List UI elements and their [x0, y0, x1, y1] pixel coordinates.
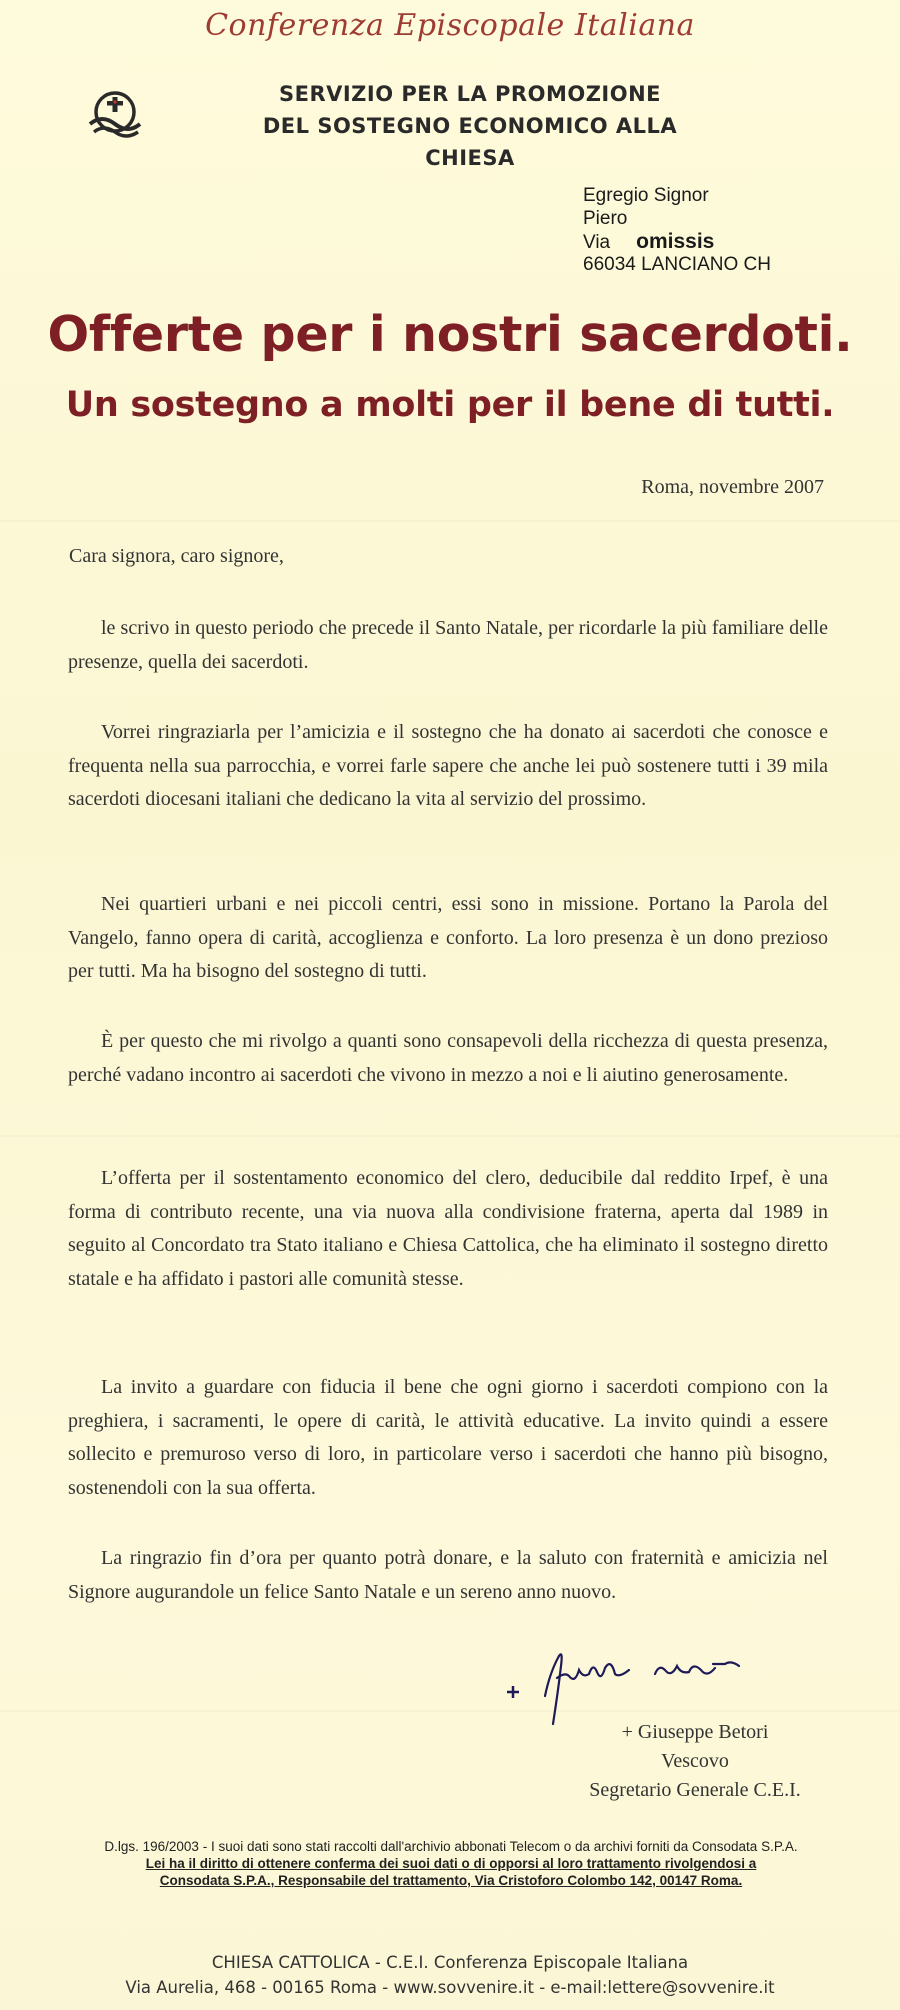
signer-role: Vescovo — [661, 1750, 729, 1772]
address-line-2: Piero — [583, 208, 628, 229]
paragraph-7: La ringrazio fin d’ora per quanto potrà donare, e la saluto con fraternità e amicizia nel Signore augurandole un felice Santo Natale e un sereno anno nuovo. — [68, 1547, 828, 1603]
paragraph-2: Vorrei ringraziarla per l’amicizia e il sostegno che ha donato ai sacerdoti che conosce e frequenta nella sua parrocchia, e vorrei farle sapere che anche lei può sostenere tutti i 39 mila sacerdoti diocesani italiani che dedicano la vita al servizio del prossimo. — [68, 721, 828, 810]
footer — [0, 1950, 900, 2000]
signer-name: + Giuseppe Betori — [621, 1721, 769, 1743]
paper-crease — [0, 1135, 900, 1137]
redacted-label: omissis — [636, 230, 715, 253]
paragraph-3: Nei quartieri urbani e nei piccoli centri, essi sono in missione. Portano la Parola del Vangelo, fanno opera di carità, accoglienza e conforto. La loro presenza è un dono prezioso per tutti. Ma ha bisogno del sostegno di tutti. — [68, 893, 828, 982]
footer-line-2: Via Aurelia, 468 - 00165 Roma - www.sovvenire.it - e-mail:lettere@sovvenire.it — [125, 1978, 775, 1997]
address-line-4: 66034 LANCIANO CH — [583, 254, 771, 275]
service-line-2: DEL SOSTEGNO ECONOMICO ALLA CHIESA — [262, 114, 678, 170]
headline: Offerte per i nostri sacerdoti. — [47, 306, 853, 363]
organization-script-title: Conferenza Episcopale Italiana — [205, 8, 695, 43]
paragraph-1: le scrivo in questo periodo che precede il Santo Natale, per ricordarle la più familiare delle presenze, quella dei sacerdoti. — [68, 617, 828, 673]
paragraph-6: La invito a guardare con fiducia il bene che ogni giorno i sacerdoti compiono con la preghiera, i sacramenti, le opere di carità, le attività educative. La invito quindi a essere sollecito e premuroso verso di loro, in particolare verso i sacerdoti che hanno più bisogno, sostenendoli con la sua offerta. — [68, 1376, 828, 1499]
subheadline: Un sostegno a molti per il bene di tutti. — [65, 385, 835, 425]
signer-block — [560, 1718, 830, 1805]
letter-date: Roma, novembre 2007 — [641, 476, 824, 498]
privacy-line-1: D.lgs. 196/2003 - I suoi dati sono stati raccolti dall'archivio abbonati Telecom o da archivi forniti da Consodata S.P.A. — [104, 1839, 798, 1854]
paper-crease — [0, 520, 900, 522]
service-line-1: SERVIZIO PER LA PROMOZIONE — [278, 82, 662, 106]
address-street-label: Via — [583, 232, 611, 253]
cei-logo-icon — [86, 86, 148, 142]
handwritten-signature — [505, 1648, 785, 1728]
address-line-1: Egregio Signor — [583, 185, 709, 206]
service-heading — [230, 78, 710, 174]
privacy-line-2: Lei ha il diritto di ottenere conferma dei suoi dati o di opporsi al loro trattamento rivolgendosi a — [145, 1856, 757, 1871]
privacy-line-3: Consodata S.P.A., Responsabile del trattamento, Via Cristoforo Colombo 142, 00147 Roma. — [159, 1873, 743, 1888]
signer-title: Segretario Generale C.E.I. — [589, 1779, 801, 1801]
paragraph-5: L’offerta per il sostentamento economico del clero, deducibile dal reddito Irpef, è una forma di contributo recente, una via nuova alla condivisione fraterna, aperta dal 1989 in seguito al Concordato tra Stato italiano e Chiesa Cattolica, che ha eliminato il sostegno diretto statale e ha affidato i pastori alle comunità stesse. — [68, 1167, 828, 1290]
salutation: Cara signora, caro signore, — [69, 545, 284, 567]
address-line-3 — [583, 230, 771, 253]
footer-line-1: CHIESA CATTOLICA - C.E.I. Conferenza Episcopale Italiana — [211, 1953, 689, 1972]
privacy-notice — [20, 1838, 882, 1889]
paragraph-4: È per questo che mi rivolgo a quanti sono consapevoli della ricchezza di questa presenza, perché vadano incontro ai sacerdoti che vivono in mezzo a noi e li aiutino generosamente. — [68, 1030, 828, 1086]
recipient-address — [583, 184, 771, 276]
